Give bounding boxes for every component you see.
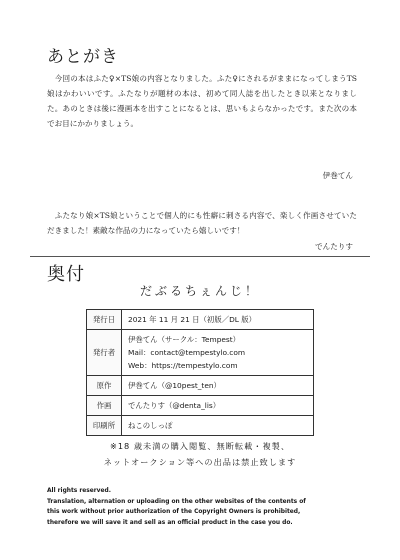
colophon-value: ねこのしっぽ	[122, 416, 314, 436]
copyright-notice: All rights reserved. Translation, alternation or uploading on the other websites of the contents of this work without prior authorization of the Copyright Owners is prohibited, therefore we will save it and sell as an official product in the case you do.	[47, 488, 306, 526]
afterword-title: あとがき	[47, 47, 119, 67]
colophon-label: 作画	[87, 396, 122, 416]
afterword-signature-2: でんたりす	[315, 242, 353, 251]
colophon-value: でんたりす（@denta_lis）	[122, 396, 314, 416]
colophon-value: 伊巻てん（@10pest_ten）	[122, 376, 314, 396]
publisher-circle: 伊巻てん（サークル：Tempest）	[128, 335, 241, 344]
colophon-title: 奥付	[47, 264, 85, 285]
colophon-value: 2021 年 11 月 21 日（初版／DL 版）	[122, 310, 314, 330]
publisher-mail: Mail：contact@tempestylo.com	[128, 348, 246, 357]
colophon-value	[122, 330, 314, 376]
publisher-web: Web：https://tempestylo.com	[128, 361, 238, 370]
afterword-paragraph-2: ふたなり娘×TS娘ということで個人的にも性癖に刺さる内容で、楽しく作画させていただきました！素敵な作品の力になっていたら嬉しいです！	[47, 211, 357, 235]
afterword-paragraph-1: 今回の本はふた♀×TS娘の内容となりました。ふた♀にされるがままになってしまうTS娘はかわいいです。ふたなりが題材の本は、初めて同人誌を出したとき以来となりました。あのときは後に漫画本を出すことになるとは、思いもよらなかったです。また次の本でお目にかかりましょう。	[47, 74, 357, 128]
colophon-row-printer	[87, 416, 314, 436]
colophon-label: 発行日	[87, 310, 122, 330]
book-title: だぶるちぇんじ！	[139, 284, 260, 298]
colophon-label: 印刷所	[87, 416, 122, 436]
colophon-row-original-work	[87, 376, 314, 396]
colophon-label: 発行者	[87, 330, 122, 376]
colophon-row-artwork	[87, 396, 314, 416]
age-restriction-warning: ※18 歳未満の購入閲覧、無断転載・複製、 ネットオークション等への出品は禁止致します	[103, 441, 297, 467]
afterword-signature-1: 伊巻てん	[322, 171, 353, 180]
colophon-table	[86, 309, 314, 436]
colophon-row-publish-date	[87, 310, 314, 330]
colophon-row-publisher	[87, 330, 314, 376]
section-divider	[30, 256, 370, 257]
colophon-label: 原作	[87, 376, 122, 396]
